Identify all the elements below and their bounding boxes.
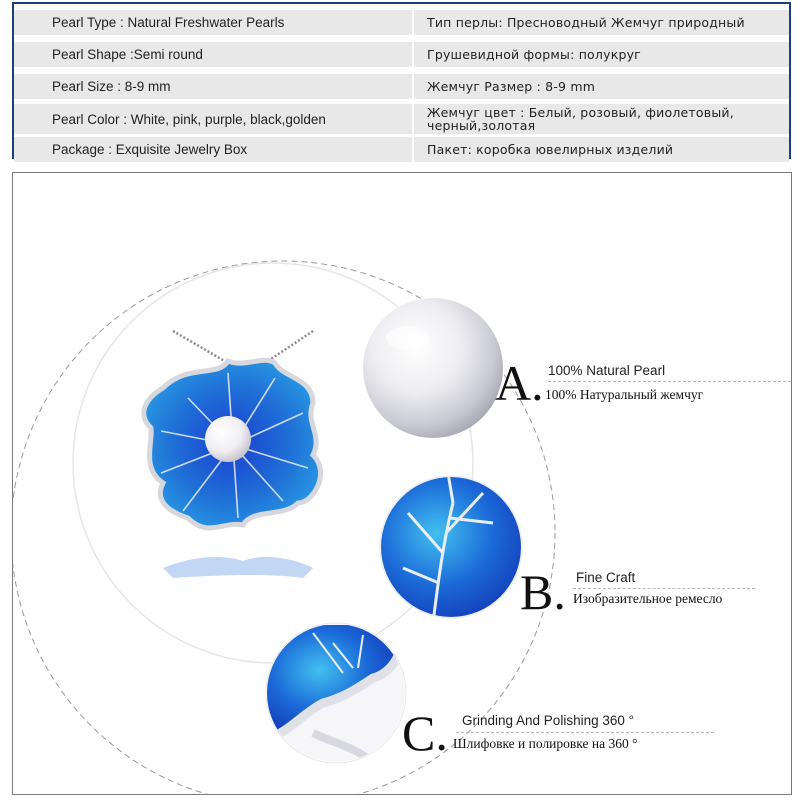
feature-a-title-en: 100% Natural Pearl [548,363,666,378]
spec-ru-pearl-color: Жемчуг цвет : Белый, розовый, фиолетовый, черный,золотая [427,105,734,133]
fine-craft-closeup [373,473,533,623]
spec-en-pearl-type: Pearl Type : Natural Freshwater Pearls [52,15,285,30]
chain [173,331,313,363]
pendant-leaf [144,360,321,528]
spec-ru-pearl-size: Жемчуг Размер : 8-9 mm [427,79,596,94]
spec-divider [412,137,414,162]
spec-row [14,74,789,99]
spec-row [14,137,789,162]
pendant-pearl [205,416,251,462]
feature-c-title-ru: Шлифовке и полировке на 360 ° [453,736,638,751]
spec-divider [412,104,414,134]
spec-row [14,10,789,35]
feature-a-divider [548,381,791,382]
polishing-closeup [263,618,413,768]
feature-b-letter: B. [520,564,566,620]
feature-c-letter: C. [402,705,448,761]
spec-divider [412,74,414,99]
spec-ru-pearl-type: Тип перлы: Пресноводный Жемчуг природный [427,15,745,30]
spec-en-package: Package : Exquisite Jewelry Box [52,142,248,157]
spec-ru-pearl-shape: Грушевидной формы: полукруг [427,47,641,62]
feature-c-title-en: Grinding And Polishing 360 ° [462,713,635,728]
feature-b-divider [573,588,755,589]
spec-en-pearl-color: Pearl Color : White, pink, purple, black,golden [52,111,326,127]
feature-b-title-en: Fine Craft [576,570,636,585]
spec-divider [412,10,414,35]
spec-en-pearl-size: Pearl Size : 8-9 mm [52,79,171,94]
spec-row [14,42,789,67]
product-illustration [13,173,792,795]
spec-divider [412,42,414,67]
feature-c-divider [456,732,714,733]
spec-en-pearl-shape: Pearl Shape :Semi round [52,47,203,62]
spec-row [14,104,789,134]
spec-ru-package: Пакет: коробка ювелирных изделий [427,142,674,157]
pendant-reflection [163,557,313,578]
feature-a-title-ru: 100% Натуральный жемчуг [545,387,704,402]
feature-a-letter: A. [495,355,544,411]
feature-panel [12,172,792,795]
spec-table [12,2,791,159]
big-pearl [363,298,503,438]
feature-b-title-ru: Изобразительное ремесло [573,591,723,606]
